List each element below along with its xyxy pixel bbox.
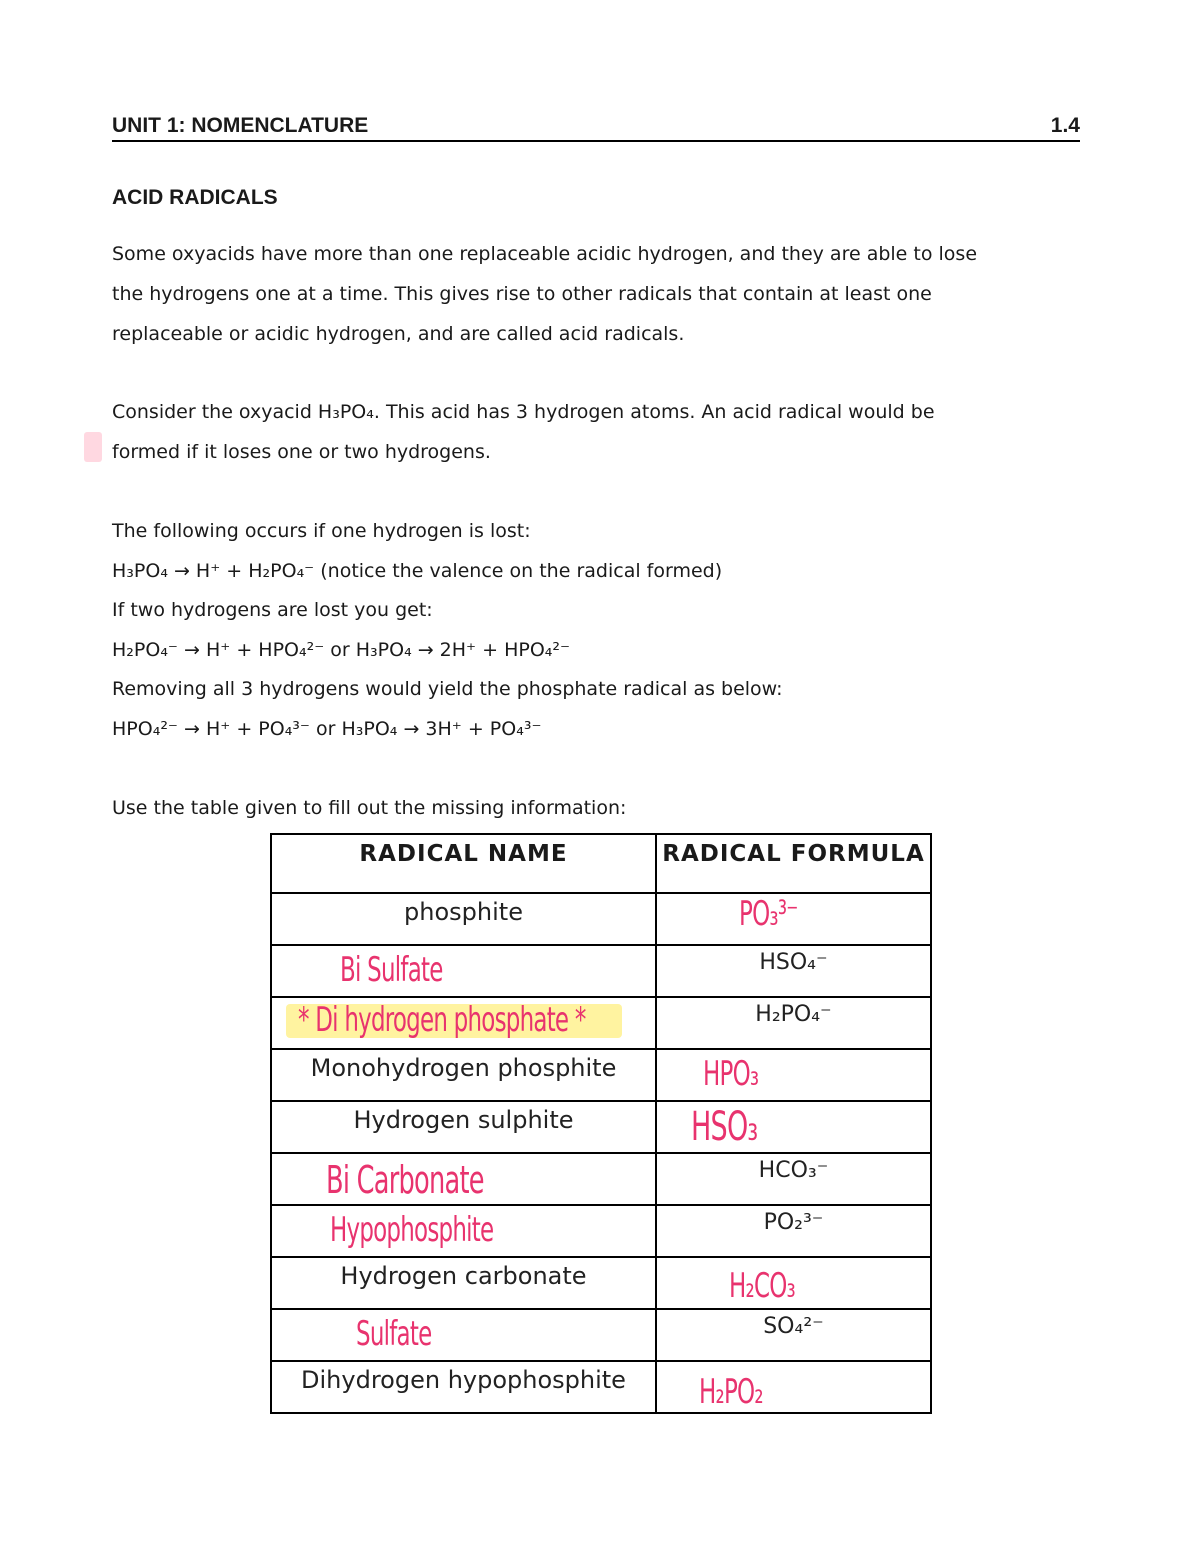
formula-cell xyxy=(656,945,931,997)
formula-cell xyxy=(656,1153,931,1205)
name-cell xyxy=(271,1101,656,1153)
one-lost-intro: The following occurs if one hydrogen is lost: xyxy=(112,520,531,542)
header-radical-formula: RADICAL FORMULA xyxy=(656,834,931,893)
consider-line: formed if it loses one or two hydrogens. xyxy=(112,441,491,463)
page-header xyxy=(112,114,1080,142)
three-lost-equation: HPO₄²⁻ → H⁺ + PO₄³⁻ or H₃PO₄ → 3H⁺ + PO₄³⁻ xyxy=(112,718,542,740)
name-cell xyxy=(271,1361,656,1413)
name-cell xyxy=(271,1153,656,1205)
handwritten-name: Bi Carbonate xyxy=(326,1158,484,1202)
handwritten-formula: H₂CO₃ xyxy=(729,1266,795,1306)
formula-cell xyxy=(656,893,931,945)
handwritten-name: Sulfate xyxy=(356,1314,432,1354)
formula-cell xyxy=(656,1309,931,1361)
formula-cell xyxy=(656,1049,931,1101)
radical-name: Hydrogen carbonate xyxy=(340,1262,587,1290)
section-title: ACID RADICALS xyxy=(112,186,278,209)
name-cell xyxy=(271,1205,656,1257)
radical-name: Dihydrogen hypophosphite xyxy=(301,1366,626,1394)
table-header-row xyxy=(271,834,931,893)
table-row xyxy=(271,1101,931,1153)
table-row xyxy=(271,1361,931,1413)
handwritten-formula: HPO₃ xyxy=(703,1054,759,1094)
radical-name: Monohydrogen phosphite xyxy=(310,1054,617,1082)
formula-cell xyxy=(656,1205,931,1257)
radical-formula: HSO₄⁻ xyxy=(759,950,828,975)
table-row xyxy=(271,1049,931,1101)
consider-paragraph xyxy=(112,392,1092,472)
intro-line: the hydrogens one at a time. This gives rise to other radicals that contain at least one xyxy=(112,283,932,305)
table-row xyxy=(271,1257,931,1309)
three-lost-intro: Removing all 3 hydrogens would yield the phosphate radical as below: xyxy=(112,678,783,700)
header-radical-name: RADICAL NAME xyxy=(271,834,656,893)
consider-line: Consider the oxyacid H₃PO₄. This acid has 3 hydrogen atoms. An acid radical would be xyxy=(112,401,935,423)
handwritten-formula: H₂PO₂ xyxy=(699,1372,763,1412)
pink-margin-mark xyxy=(84,432,102,462)
unit-title: UNIT 1: NOMENCLATURE xyxy=(112,114,369,137)
section-number: 1.4 xyxy=(1050,114,1080,137)
radicals-table xyxy=(270,833,932,1414)
handwritten-name: Bi Sulfate xyxy=(340,950,443,990)
table-row xyxy=(271,1153,931,1205)
handwritten-formula: PO₃³⁻ xyxy=(739,894,798,934)
formula-cell xyxy=(656,997,931,1049)
formula-cell xyxy=(656,1257,931,1309)
name-cell xyxy=(271,1257,656,1309)
name-cell xyxy=(271,997,656,1049)
radical-formula: PO₂³⁻ xyxy=(763,1210,824,1235)
handwritten-name: Hypophosphite xyxy=(330,1210,494,1250)
intro-line: Some oxyacids have more than one replaceable acidic hydrogen, and they are able to lose xyxy=(112,243,978,265)
formula-cell xyxy=(656,1101,931,1153)
name-cell xyxy=(271,945,656,997)
table-row xyxy=(271,1309,931,1361)
radical-name: phosphite xyxy=(404,898,523,926)
name-cell xyxy=(271,1049,656,1101)
table-row xyxy=(271,945,931,997)
radical-name: Hydrogen sulphite xyxy=(353,1106,574,1134)
intro-line: replaceable or acidic hydrogen, and are called acid radicals. xyxy=(112,323,685,345)
table-row xyxy=(271,997,931,1049)
two-lost-equation: H₂PO₄⁻ → H⁺ + HPO₄²⁻ or H₃PO₄ → 2H⁺ + HPO₄²⁻ xyxy=(112,639,571,661)
one-lost-equation: H₃PO₄ → H⁺ + H₂PO₄⁻ (notice the valence on the radical formed) xyxy=(112,560,723,582)
radical-formula: HCO₃⁻ xyxy=(758,1158,829,1183)
formula-cell xyxy=(656,1361,931,1413)
name-cell xyxy=(271,893,656,945)
handwritten-formula: HSO₃ xyxy=(691,1104,758,1150)
name-cell xyxy=(271,1309,656,1361)
table-instruction: Use the table given to fill out the missing information: xyxy=(112,797,627,819)
table-row xyxy=(271,1205,931,1257)
radical-formula: SO₄²⁻ xyxy=(763,1314,824,1339)
radical-formula: H₂PO₄⁻ xyxy=(755,1002,832,1027)
intro-paragraph xyxy=(112,234,1092,354)
handwritten-name: * Di hydrogen phosphate * xyxy=(298,1000,586,1040)
table-row xyxy=(271,893,931,945)
two-lost-intro: If two hydrogens are lost you get: xyxy=(112,599,433,621)
